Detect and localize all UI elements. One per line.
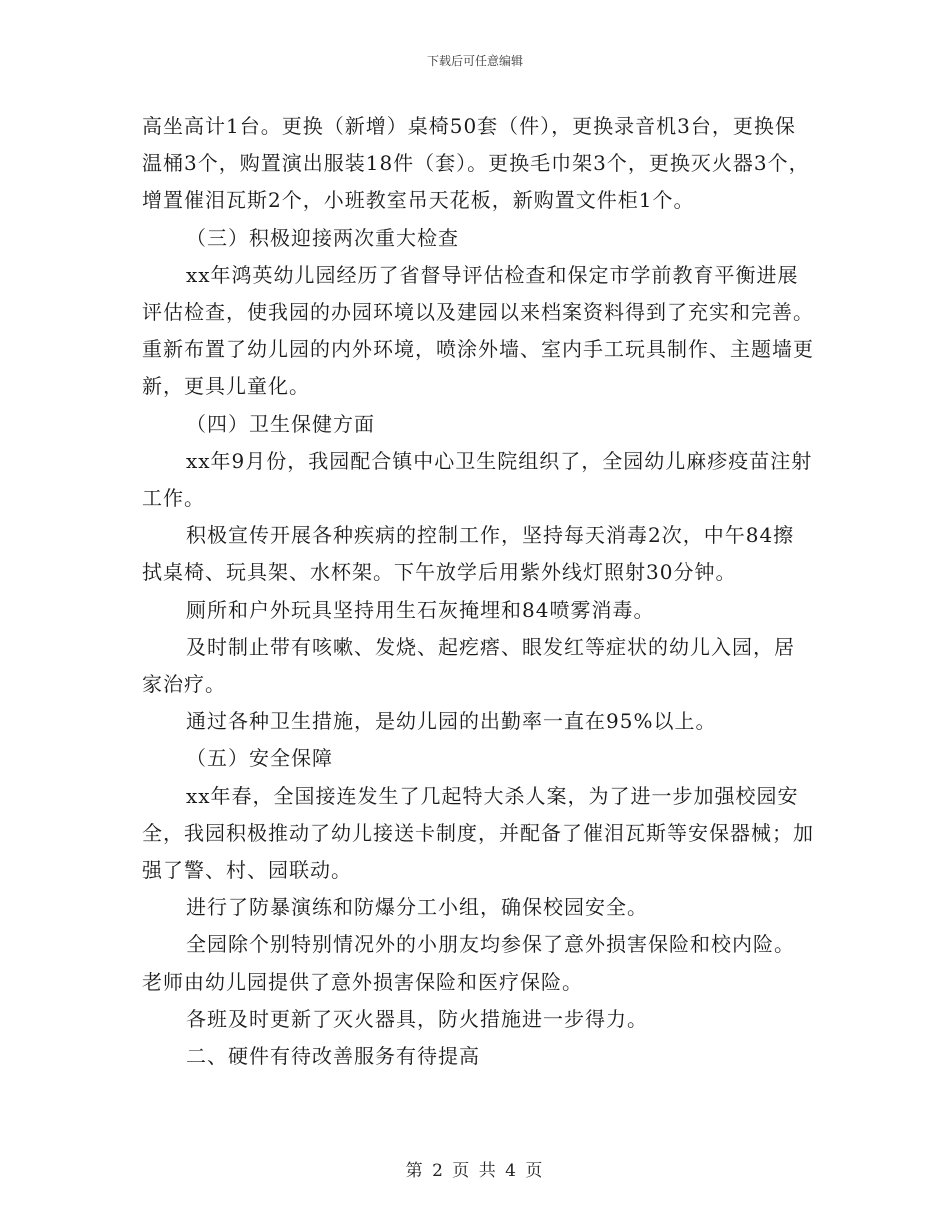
- paragraph: xx年鸿英幼儿园经历了省督导评估检查和保定市学前教育平衡进展评估检查，使我园的办园环境以及建园以来档案资料得到了充实和完善。重新布置了幼儿园的内外环境，喷涂外墙、室内手工玩具制作、主题墙更新，更具儿童化。: [142, 262, 814, 399]
- paragraph: xx年9月份，我园配合镇中心卫生院组织了，全园幼儿麻疹疫苗注射工作。: [142, 448, 813, 511]
- section-heading: 二、硬件有待改善服务有待提高: [186, 1044, 480, 1069]
- paragraph: 积极宣传开展各种疾病的控制工作，坚持每天消毒2次，中午84擦拭桌椅、玩具架、水杯架。下午放学后用紫外线灯照射30分钟。: [142, 523, 795, 585]
- section-heading: （三）积极迎接两次重大检查: [186, 225, 459, 250]
- paragraph: 全园除个别特别情况外的小朋友均参保了意外损害保险和校内险。老师由幼儿园提供了意外损害保险和医疗保险。: [142, 932, 795, 994]
- page-footer: 第 2 页 共 4 页: [405, 1161, 545, 1181]
- paragraph: 厕所和户外玩具坚持用生石灰掩埋和84喷雾消毒。: [186, 597, 655, 622]
- section-heading: （四）卫生保健方面: [186, 411, 375, 436]
- paragraph: 及时制止带有咳嗽、发烧、起疙瘩、眼发红等症状的幼儿入园，居家治疗。: [142, 634, 795, 697]
- document-body: [142, 108, 814, 1075]
- paragraph: 通过各种卫生措施，是幼儿园的出勤率一直在95%以上。: [186, 709, 717, 734]
- paragraph: 进行了防暴演练和防爆分工小组，确保校园安全。: [186, 895, 648, 920]
- paragraph: xx年春，全国接连发生了几起特大杀人案，为了进一步加强校园安全，我园积极推动了幼儿接送卡制度，并配备了催泪瓦斯等安保器械；加强了警、村、园联动。: [142, 783, 814, 883]
- page-header: 下载后可任意编辑: [426, 54, 523, 68]
- paragraph: 各班及时更新了灭火器具，防火措施进一步得力。: [186, 1006, 648, 1031]
- section-heading: （五）安全保障: [186, 746, 333, 771]
- paragraph: 高坐高计1台。更换（新增）桌椅50套（件），更换录音机3台，更换保温桶3个，购置演出服装18件（套）。更换毛巾架3个，更换灭火器3个，增置催泪瓦斯2个，小班教室吊天花板，新购置文件柜1个。: [142, 114, 810, 213]
